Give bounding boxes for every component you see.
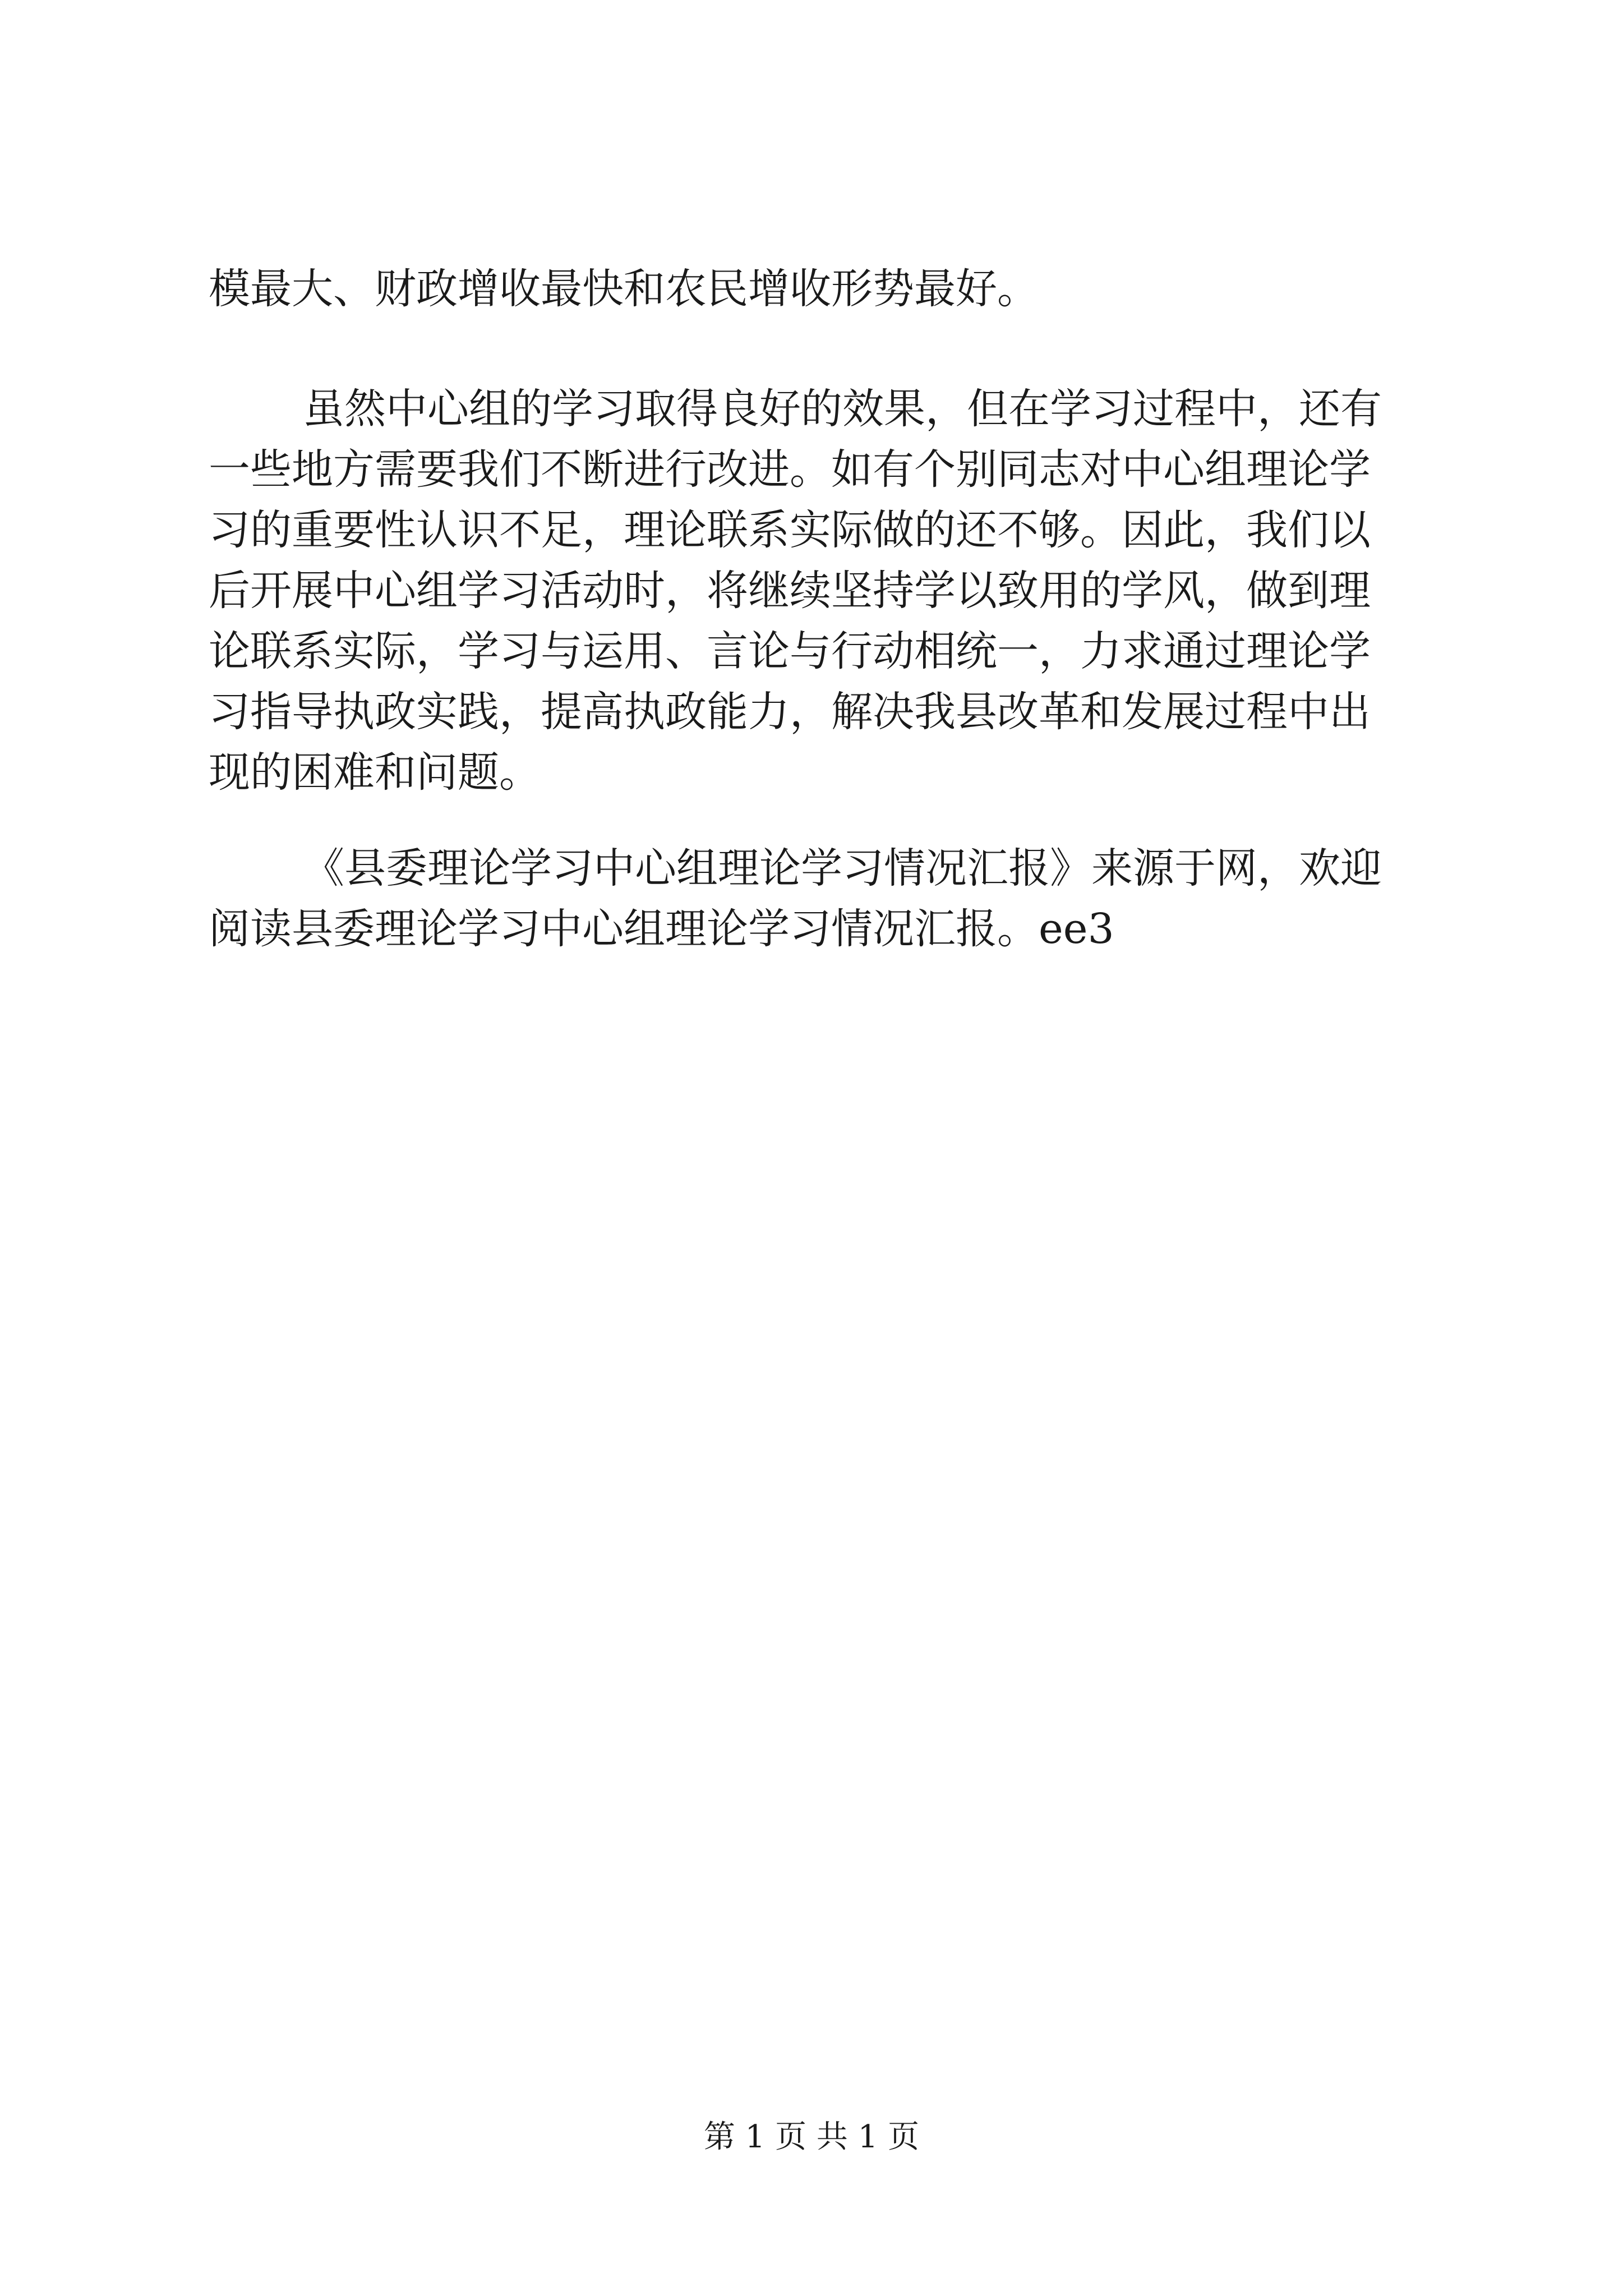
- paragraph-3-line-2: 阅读县委理论学习中心组理论学习情况汇报。ee3: [209, 905, 1114, 953]
- page-number-footer: 第 1 页 共 1 页: [703, 2119, 920, 2155]
- paragraph-2-line-4: 后开展中心组学习活动时，将继续坚持学以致用的学风，做到理: [209, 567, 1371, 615]
- paragraph-1-line-1: 模最大、财政增收最快和农民增收形势最好。: [209, 265, 1039, 313]
- paragraph-2-line-1: 虽然中心组的学习取得良好的效果，但在学习过程中，还有: [303, 385, 1382, 433]
- paragraph-2-line-5: 论联系实际，学习与运用、言论与行动相统一，力求通过理论学: [209, 627, 1371, 675]
- paragraph-2-line-7: 现的困难和问题。: [209, 748, 541, 797]
- paragraph-3-line-1: 《县委理论学习中心组理论学习情况汇报》来源于网，欢迎: [303, 844, 1382, 892]
- paragraph-2-line-2: 一些地方需要我们不断进行改进。如有个别同志对中心组理论学: [209, 445, 1371, 494]
- paragraph-2-line-3: 习的重要性认识不足，理论联系实际做的还不够。因此，我们以: [209, 506, 1371, 554]
- paragraph-2-line-6: 习指导执政实践，提高执政能力，解决我县改革和发展过程中出: [209, 688, 1371, 736]
